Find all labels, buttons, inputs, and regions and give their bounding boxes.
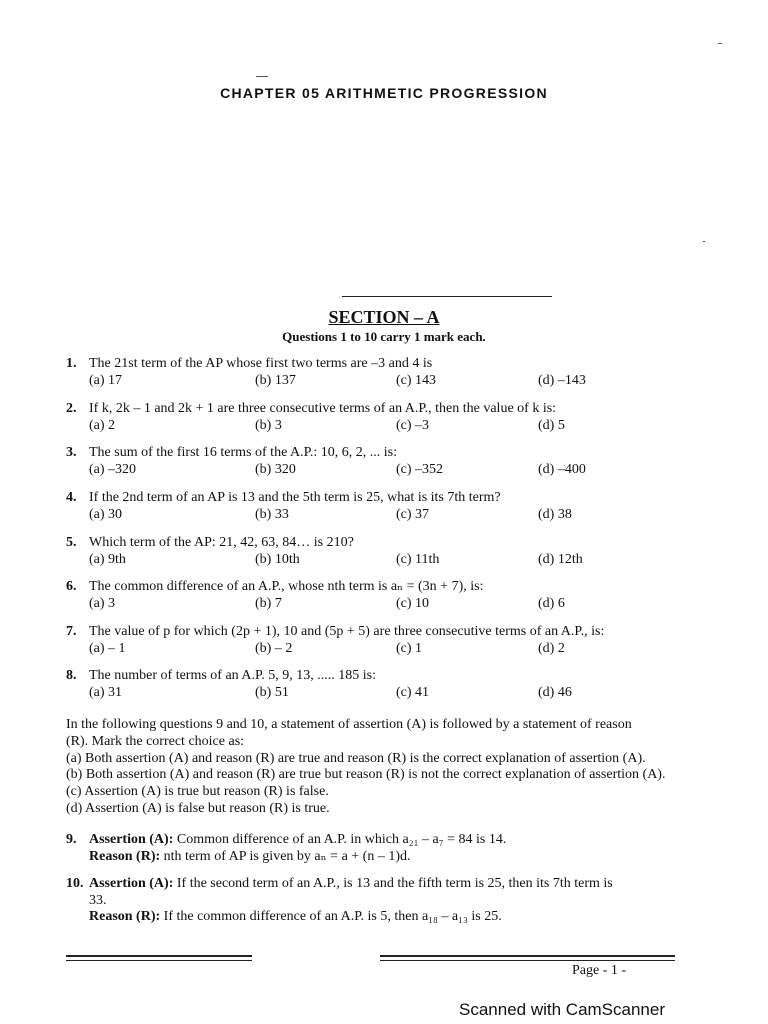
option-b: (b) 3 [255,417,282,433]
assertion-line [89,832,506,849]
option-c: (c) 41 [396,684,430,700]
assertion-reason-instructions [66,717,756,818]
question-number: 6. [66,579,77,594]
question-text: Which term of the AP: 21, 42, 63, 84… is 210? [89,535,354,550]
question-number: 1. [66,356,77,371]
question-number: 10. [66,876,84,891]
question-number: 5. [66,535,77,550]
question-text: The value of p for which (2p + 1), 10 and (5p + 5) are three consecutive terms of an A.P., is: [89,624,605,639]
option-b: (b) 7 [255,595,282,611]
page-number: Page - 1 - [572,963,627,978]
option-d: (d) 46 [538,684,572,700]
instruction-line: (d) Assertion (A) is false but reason (R) is true. [66,800,330,816]
option-a: (a) 2 [89,417,116,433]
option-b: (b) 33 [255,506,289,522]
assertion-line [89,876,613,893]
option-c: (c) 37 [396,506,430,522]
option-d: (d) –143 [538,372,586,388]
chapter-title: CHAPTER 05 ARITHMETIC PROGRESSION [220,85,548,101]
option-d: (d) 2 [538,640,565,656]
footer-rule-left [66,955,252,961]
option-c: (c) 11th [396,551,440,567]
reason-label: Reason (R): [89,909,161,924]
section-subtitle: Questions 1 to 10 carry 1 mark each. [282,329,486,344]
reason-label: Reason (R): [89,848,161,864]
question-text: The 21st term of the AP whose first two terms are –3 and 4 is [89,356,433,371]
question-number: 2. [66,401,77,416]
option-d: (d) 12th [538,551,583,567]
option-a: (a) –320 [89,461,137,477]
option-a: (a) 30 [89,506,123,522]
question-number: 4. [66,490,77,505]
footer-rule-right [380,955,675,961]
option-a: (a) 17 [89,372,123,388]
scan-speck [256,76,268,77]
assertion-text: If the second term of an A.P., is 13 and the fifth term is 25, then its 7th term is [176,876,613,891]
reason-text: nth term of AP is given by aₙ = a + (n – 1)d. [163,848,411,864]
option-d: (d) 6 [538,595,565,611]
instruction-line: In the following questions 9 and 10, a statement of assertion (A) is followed by a statement of reason [66,717,632,732]
question-number: 9. [66,832,77,847]
option-c: (c) 143 [396,372,437,388]
scan-speck [718,43,722,44]
reason-line [89,849,411,866]
reason-text: If the common difference of an A.P. is 5, then a₁₈ – a₁₃ is 25. [163,909,502,924]
option-a: (a) – 1 [89,640,126,656]
question-number: 7. [66,624,77,639]
scan-speck [703,241,705,242]
option-b: (b) 10th [255,551,300,567]
option-b: (b) 51 [255,684,289,700]
option-d: (d) 38 [538,506,572,522]
assertion-label: Assertion (A): [89,876,174,891]
option-c: (c) 1 [396,640,423,656]
section-title: SECTION – A [328,307,440,327]
assertion-label: Assertion (A): [89,832,174,847]
assertion-text: Common difference of an A.P. in which a₂₁ – a₇ = 84 is 14. [176,832,507,847]
option-a: (a) 3 [89,595,116,611]
option-c: (c) –3 [396,417,430,433]
option-a: (a) 9th [89,551,126,567]
instruction-line: (R). Mark the correct choice as: [66,733,245,749]
instruction-line: (b) Both assertion (A) and reason (R) are true but reason (R) is not the correct explanation of assertion (A). [66,767,666,783]
question-text: If the 2nd term of an AP is 13 and the 5th term is 25, what is its 7th term? [89,490,501,505]
question-text: The common difference of an A.P., whose nth term is aₙ = (3n + 7), is: [89,579,484,594]
instruction-line: (c) Assertion (A) is true but reason (R) is false. [66,784,329,800]
option-c: (c) 10 [396,595,430,611]
option-b: (b) – 2 [255,640,293,656]
assertion-continuation: 33. [89,892,107,908]
scanner-watermark: Scanned with CamScanner [459,1000,666,1019]
option-d: (d) –400 [538,461,586,477]
section-divider [342,296,552,297]
question-text: If k, 2k – 1 and 2k + 1 are three consecutive terms of an A.P., then the value of k is: [89,401,557,416]
instruction-line: (a) Both assertion (A) and reason (R) are true and reason (R) is the correct explanation of assertion (A). [66,750,646,766]
question-text: The number of terms of an A.P. 5, 9, 13, ..... 185 is: [89,668,376,683]
option-b: (b) 137 [255,372,296,388]
option-a: (a) 31 [89,684,123,700]
question-number: 3. [66,445,77,460]
question-text: The sum of the first 16 terms of the A.P.: 10, 6, 2, ... is: [89,445,397,460]
question-number: 8. [66,668,77,683]
reason-line [89,909,502,926]
option-d: (d) 5 [538,417,565,433]
option-c: (c) –352 [396,461,444,477]
option-b: (b) 320 [255,461,296,477]
